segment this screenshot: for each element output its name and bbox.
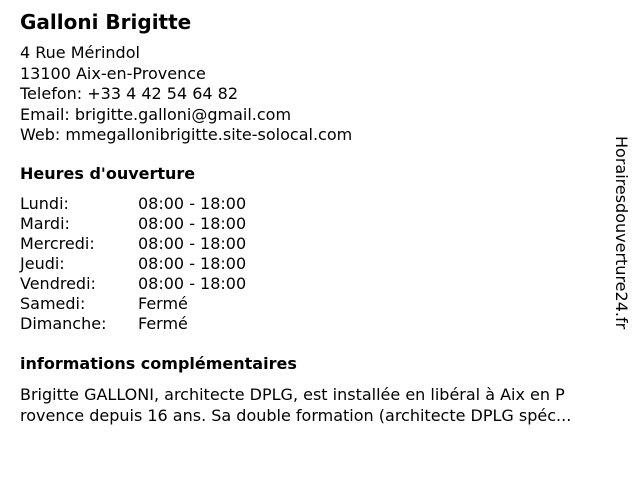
day-label: Vendredi:	[20, 274, 96, 293]
day-label: Dimanche:	[20, 314, 107, 333]
hours-row-thursday	[20, 254, 246, 274]
address-city: 13100 Aix-en-Provence	[20, 63, 206, 83]
day-hours: 08:00 - 18:00	[138, 214, 247, 233]
hours-row-friday	[20, 274, 246, 294]
day-label: Mardi:	[20, 214, 70, 233]
day-label: Jeudi:	[20, 254, 65, 273]
day-hours: Fermé	[138, 294, 188, 313]
day-hours: 08:00 - 18:00	[138, 254, 247, 273]
hours-row-tuesday	[20, 214, 246, 234]
business-name: Galloni Brigitte	[20, 10, 192, 34]
info-line: rovence depuis 16 ans. Sa double formation (architecte DPLG spéc...	[20, 406, 572, 425]
day-label: Mercredi:	[20, 234, 95, 253]
day-label: Lundi:	[20, 194, 69, 213]
info-line: Brigitte GALLONI, architecte DPLG, est installée en libéral à Aix en P	[20, 385, 565, 404]
day-label: Samedi:	[20, 294, 86, 313]
address-street: 4 Rue Mérindol	[20, 43, 140, 62]
hours-row-saturday	[20, 294, 246, 314]
phone-line: Telefon: +33 4 42 54 64 82	[20, 84, 239, 103]
hours-heading: Heures d'ouverture	[20, 164, 196, 183]
hours-row-sunday	[20, 314, 246, 334]
web-line: Web: mmegallonibrigitte.site-solocal.com	[20, 125, 353, 144]
info-description	[20, 384, 620, 426]
info-heading: informations complémentaires	[20, 354, 297, 373]
site-watermark: Horairesdouverture24.fr	[612, 136, 631, 330]
email-line: Email: brigitte.galloni@gmail.com	[20, 104, 292, 124]
opening-hours-table	[20, 194, 246, 334]
day-hours: 08:00 - 18:00	[138, 274, 247, 293]
day-hours: Fermé	[138, 314, 188, 333]
hours-row-wednesday	[20, 234, 246, 254]
hours-row-monday	[20, 194, 246, 214]
day-hours: 08:00 - 18:00	[138, 194, 247, 213]
day-hours: 08:00 - 18:00	[138, 234, 247, 253]
contact-block	[20, 43, 352, 146]
